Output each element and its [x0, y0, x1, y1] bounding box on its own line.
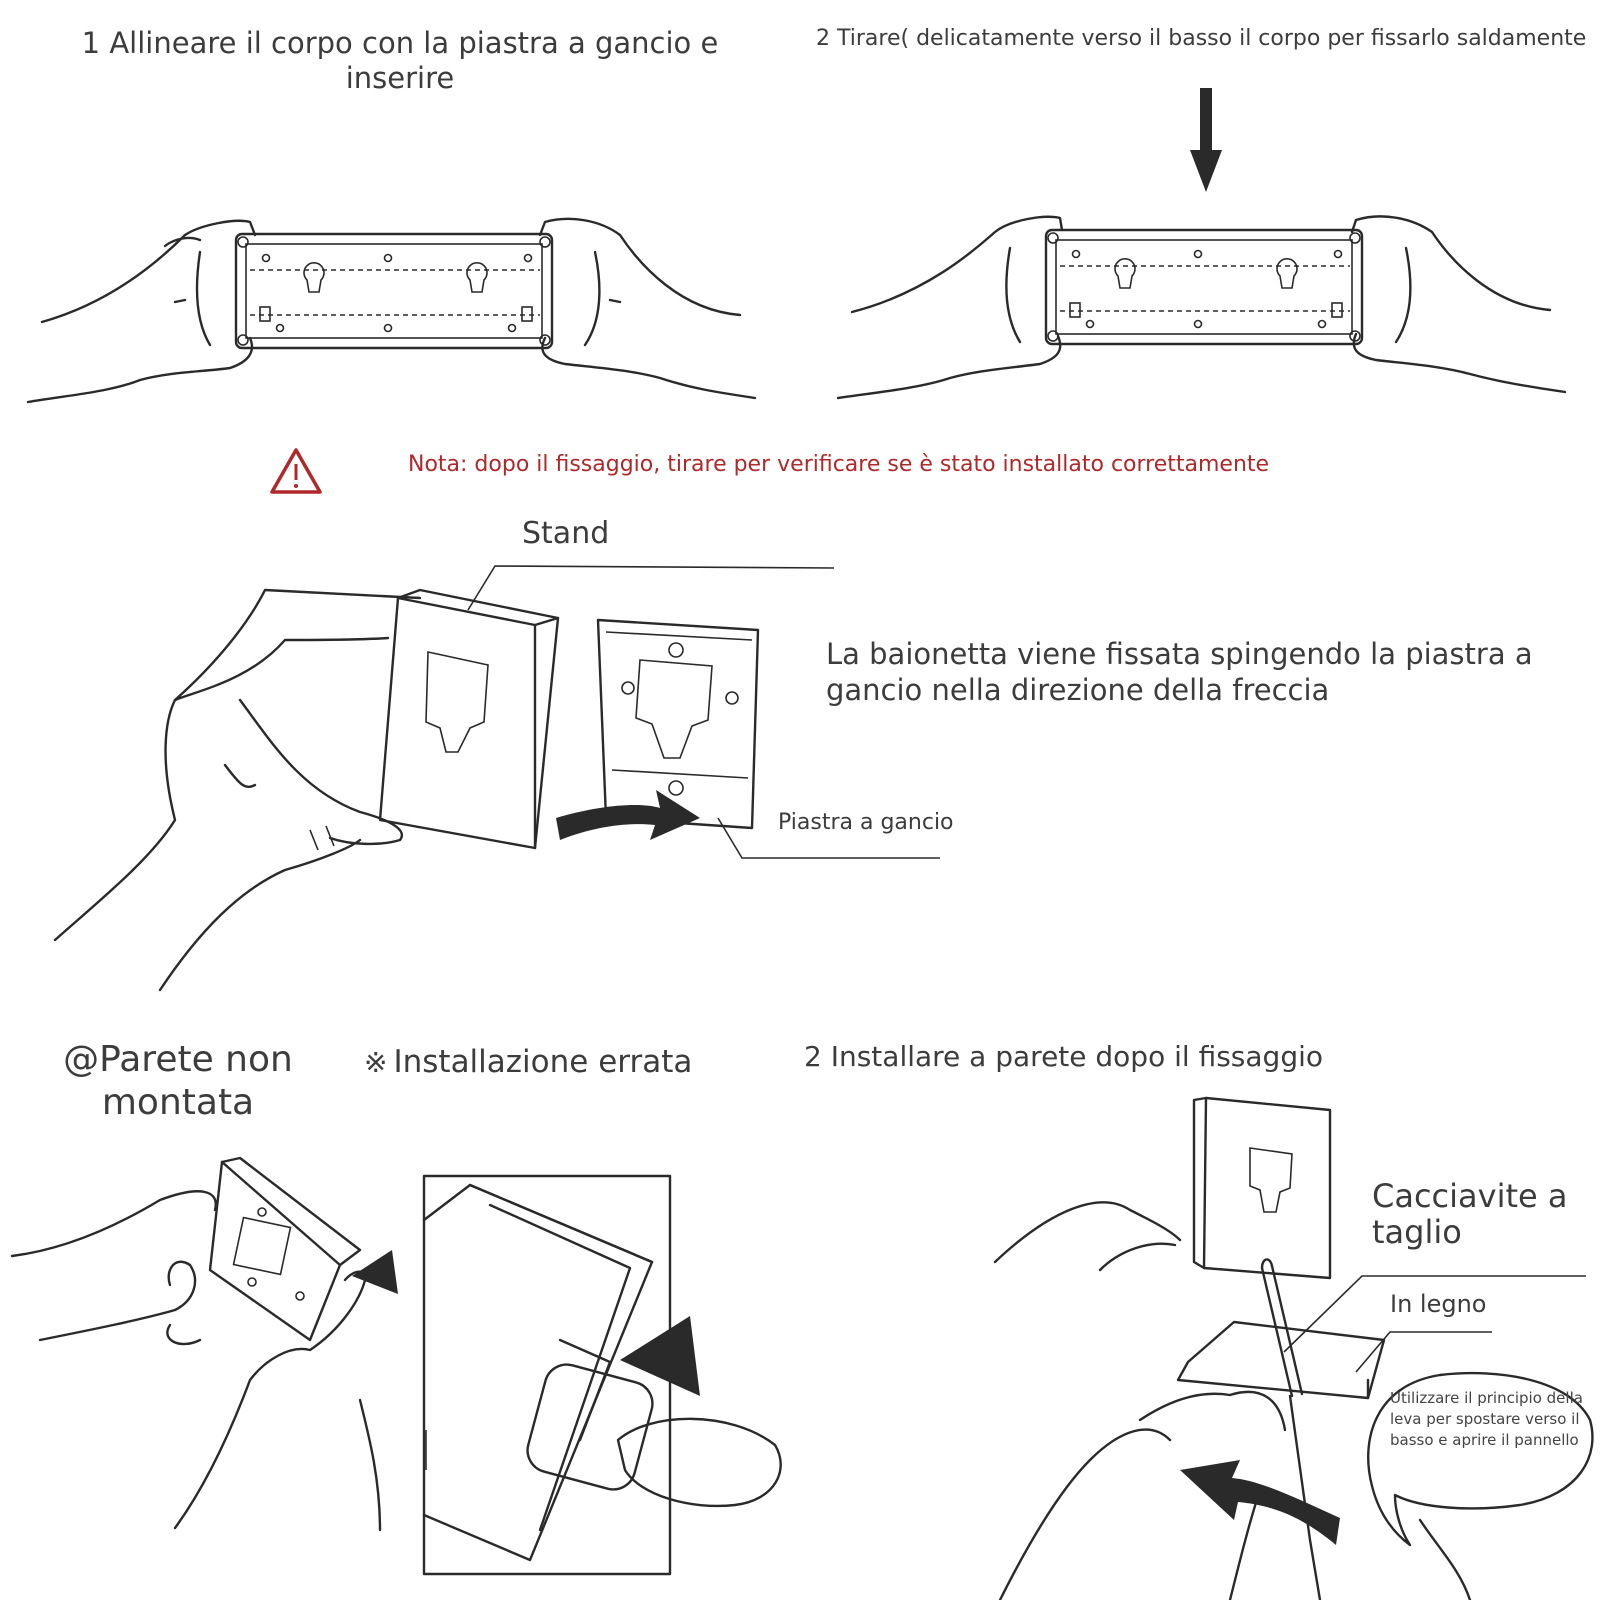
wall-not-mounted-illustration: [12, 1158, 398, 1530]
step2-title: 2 Tirare( delicatamente verso il basso il corpo per fissarlo saldamente: [816, 26, 1587, 51]
stand-label: Stand: [522, 516, 610, 551]
screwdriver-illustration: [995, 1098, 1592, 1600]
warning-note: Nota: dopo il fissaggio, tirare per verificare se è stato installato correttamente: [408, 452, 1270, 477]
bayonet-description: La baionetta viene fissata spingendo la piastra a gancio nella direzione della freccia: [826, 637, 1533, 707]
install-after-fixing-title: 2 Installare a parete dopo il fissaggio: [804, 1040, 1323, 1073]
lever-bubble-text: Utilizzare il principio della leva per spostare verso il basso e aprire il pannello: [1390, 1389, 1583, 1449]
wrong-install-label: Installazione errata: [393, 1044, 693, 1080]
step1-title: 1 Allineare il corpo con la piastra a gancio e inserire: [81, 26, 719, 95]
wrong-install-illustration: [424, 1176, 781, 1574]
step2-illustration: [838, 88, 1565, 398]
wall-not-mounted-title: @Parete non montata: [63, 1039, 293, 1123]
screwdriver-label: Cacciavite a taglio: [1372, 1177, 1568, 1251]
wrong-install-title: [364, 1044, 692, 1080]
wood-label: In legno: [1390, 1290, 1487, 1318]
reference-mark-icon: ※: [364, 1046, 388, 1079]
hook-plate-label: Piastra a gancio: [778, 810, 954, 835]
warning-triangle-icon: [272, 450, 320, 492]
step1-illustration: [28, 219, 755, 402]
bayonet-illustration: [55, 566, 940, 990]
